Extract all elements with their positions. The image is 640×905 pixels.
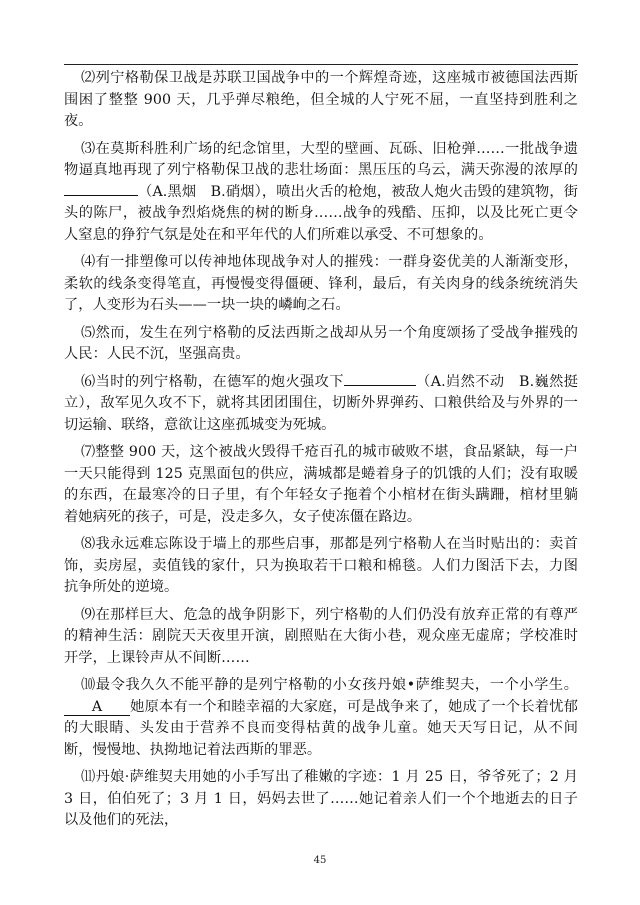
paragraph-4-text: ⑷有一排塑像可以传神地体现战争对人的摧残：一群身姿优美的人渐渐变形，柔软的线条变得笔直，再慢慢变得僵硬、锋利，最后，有关肉身的线条统统消失了，人变形为石头——一块一块的嶙峋之石。	[64, 254, 578, 313]
paragraph-9	[64, 605, 578, 670]
paragraph-3-text-before: ⑶在莫斯科胜利广场的纪念馆里，大型的壁画、瓦砾、旧枪弹……一批战争遗物逼真地再现了列宁格勒保卫战的悲壮场面：黑压压的乌云，满天弥漫的浓厚的	[64, 140, 578, 178]
paragraph-10	[64, 675, 578, 761]
paragraph-8	[64, 534, 578, 599]
page-number: 45	[313, 855, 327, 866]
paragraph-4	[64, 252, 578, 317]
paragraph-10-text-after: 她原本有一个和睦幸福的大家庭，可是战争来了，她成了一个长着忧郁的大眼睛、头发由于营养不良而变得枯黄的战争儿童。她天天写日记，从不间断，慢慢地、执拗地记着法西斯的罪恶。	[64, 698, 578, 758]
fill-blank-a: A	[64, 699, 130, 716]
fill-blank-3	[64, 195, 138, 196]
paragraph-7-text: ⑺整整 900 天，这个被战火毁得千疮百孔的城市破败不堪，食品紧缺，每一户一天只能得到 125 克黑面包的供应，满城都是蜷着身子的饥饿的人们；没有取暖的东西，在最寒冷的日子里，有个年轻女子拖着个小棺材在街头蹒跚，棺材里躺着她病死的孩子，可是，没走多久，女子使冻僵在路边。	[64, 444, 578, 525]
header-rule	[64, 64, 578, 65]
paragraph-7	[64, 442, 578, 528]
paragraph-3-text-after: （A.黑烟 B.硝烟），喷出火舌的枪炮，被敌人炮火击毁的建筑物，街头的陈尸，被战争烈焰烧焦的树的断身……战争的残酷、压抑，以及比死亡更令人窒息的狰狞气氛是处在和平年代的人们所难以承受、不可想象的。	[64, 183, 578, 243]
paragraph-5-text: ⑸然而，发生在列宁格勒的反法西斯之战却从另一个角度颂扬了受战争摧残的人民：人民不沉，坚强高贵。	[64, 324, 578, 362]
paragraph-9-text: ⑼在那样巨大、危急的战争阴影下，列宁格勒的人们仍没有放弃正常的有尊严的精神生活：剧院天天夜里开演，剧照贴在大街小巷，观众座无虚席；学校准时开学，上课铃声从不间断……	[64, 606, 578, 666]
paragraph-8-text: ⑻我永远难忘陈设于墙上的那些启事，那都是列宁格勒人在当时贴出的：卖首饰，卖房屋，卖值钱的家什，只为换取若干口粮和棉毯。人们力图活下去，力图抗争所处的逆境。	[64, 536, 578, 595]
page-body	[64, 68, 578, 838]
paragraph-11-text: ⑾丹娘·萨维契夫用她的小手写出了稚嫩的字迹：1 月 25 日，爷爷死了；2 月 3 日，伯伯死了；3 月 1 日，妈妈去世了……她记着亲人们一个个地逝去的日子以及他们的死法，	[64, 769, 578, 828]
paragraph-6-text-after: （A.岿然不动 B.巍然挺立），敌军见久攻不下，就将其团团围住，切断外界弹药、口粮供给及与外界的一切运输、联络，意欲让这座孤城变为死城。	[64, 373, 578, 433]
paragraph-2	[64, 68, 578, 133]
paragraph-11	[64, 767, 578, 832]
paragraph-6	[64, 372, 578, 437]
fill-blank-6	[344, 385, 416, 386]
paragraph-6-text-before: ⑹当时的列宁格勒，在德军的炮火强攻下	[81, 373, 344, 390]
paragraph-3	[64, 139, 578, 247]
paragraph-5	[64, 323, 578, 366]
paragraph-2-text: ⑵列宁格勒保卫战是苏联卫国战争中的一个辉煌奇迹，这座城市被德国法西斯围困了整整 900 天，几乎弹尽粮绝，但全城的人宁死不屈，一直坚持到胜利之夜。	[64, 70, 578, 129]
paragraph-10-text-before: ⑽最令我久久不能平静的是列宁格勒的小女孩丹娘•萨维契夫，一个小学生。	[81, 677, 578, 693]
